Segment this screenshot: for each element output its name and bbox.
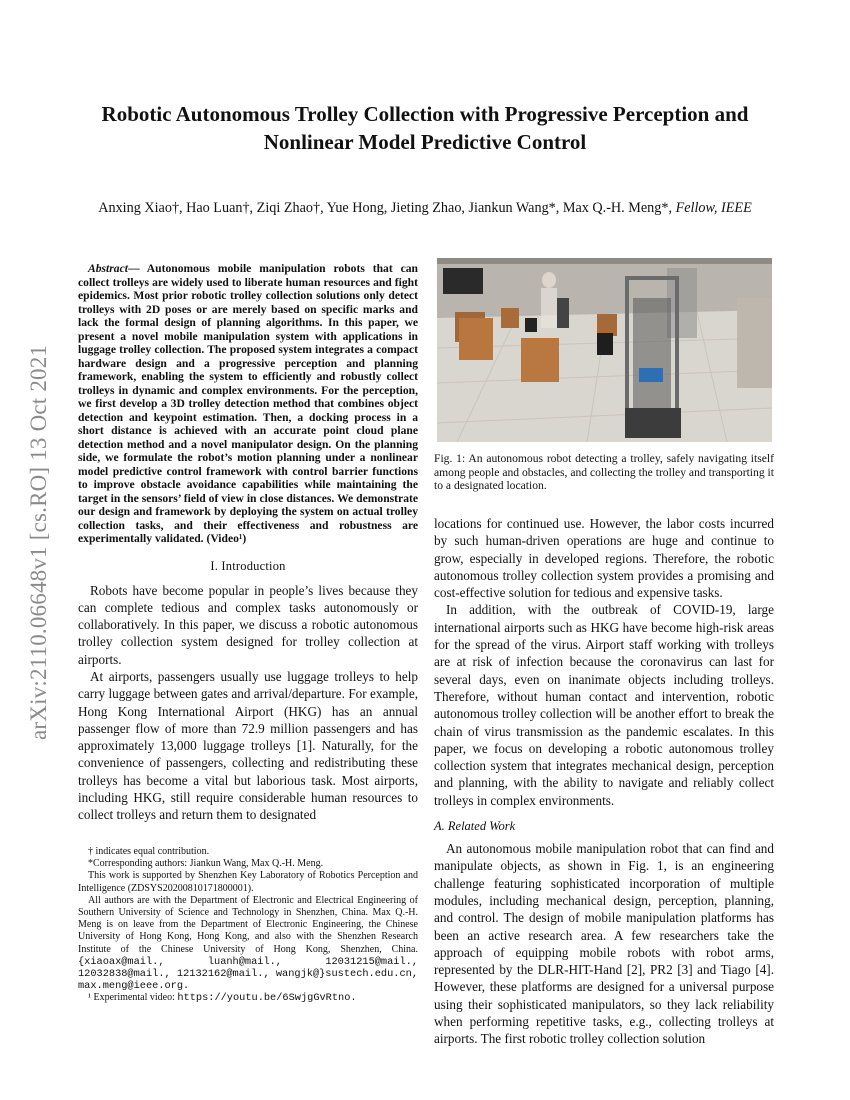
figure-1-photo [437, 258, 772, 442]
title-line-2: Nonlinear Model Predictive Control [263, 130, 587, 154]
arxiv-identifier-stamp [24, 300, 54, 740]
abstract-text: — Autonomous mobile manipulation robots that can collect trolleys are widely used to liberate human resources and fight epidemics. Most prior robotic trolley collection solutions only detect trolleys with 2D poses or are merely based on specific marks and lack the formal design of planning algorithms. In this paper, we present a novel mobile manipulation system with applications in luggage trolley collection. The proposed system integrates a compact hardware design and a progressive perception and planning framework, enabling the system to efficiently and robustly collect trolleys in dynamic and complex environments. For the perception, we first develop a 3D trolley detection method that combines object detection and keypoint estimation. Then, a docking process in a short distance is achieved with an accurate point cloud plane detection method and a novel manipulator design. On the planning side, we formulate the robot’s motion planning under a nonlinear model predictive control framework with control barrier functions to improve obstacle avoidance capabilities while maintaining the target in the sensors’ field of view in close distances. We demonstrate our design and framework by deploying the system on actual trolley collection tasks, and their effectiveness and robustness are experimentally validated. (Video¹) [78, 262, 418, 545]
wall-monitor [443, 268, 483, 294]
abstract-label: Abstract [88, 262, 128, 275]
footnotes [78, 846, 418, 1005]
right-paragraph-2: In addition, with the outbreak of COVID-19, large international airports such as HKG have become high-risk areas for the spread of the virus. Airport staff working with trolleys are at risk of infection because the coronavirus can last for several days, even on inanimate objects including trolleys. Therefore, without human contact and intervention, robotic autonomous trolley collection will be another effort to break the chain of virus transmission as the pandemic escalates. In this paper, we focus on developing a robotic autonomous trolley collection system that integrates mechanical design, perception and planning, with the ability to navigate and reliably collect trolleys in complex environments. [434, 602, 774, 808]
caption-text: Fig. 1: An autonomous robot detecting a trolley, safely navigating itself among people and obstacles, and collecting the trolley and transporting it to a designated location. [434, 452, 774, 493]
robot-screen [639, 368, 663, 382]
robot-body [633, 298, 671, 418]
paper-title [60, 100, 790, 156]
author-list [60, 199, 790, 217]
cardboard-box [597, 314, 617, 336]
footnote-equal-contribution: † indicates equal contribution. [88, 846, 210, 857]
left-column [78, 262, 418, 824]
video-footnote-text: ¹ Experimental video: [88, 992, 178, 1004]
cardboard-box [521, 338, 559, 382]
author-names: Anxing Xiao†, Hao Luan†, Ziqi Zhao†, Yue Hong, Jieting Zhao, Jiankun Wang*, Max Q.-H. Meng*, [98, 200, 676, 216]
right-column [434, 515, 774, 1048]
robot-scene-illustration [437, 258, 772, 442]
luggage-case [597, 333, 613, 355]
person-head [542, 272, 556, 288]
back-wall [437, 258, 772, 318]
cardboard-box [459, 318, 493, 360]
right-paragraph-1: locations for continued use. However, the labor costs incurred by such human-driven operations are huge and continue to grow, especially in developed regions. Therefore, the robotic autonomous trolley collection system provides a promising and cost-effective solution for tedious and expensive tasks. [434, 516, 774, 601]
title-line-1: Robotic Autonomous Trolley Collection with Progressive Perception and [101, 102, 749, 126]
footnote-video [78, 992, 418, 1004]
ceiling-strip [437, 258, 772, 264]
footnote-affiliations [78, 895, 418, 993]
video-link[interactable]: https://youtu.be/6SwjgGvRtno. [177, 992, 357, 1005]
side-wall [737, 298, 772, 388]
abstract [78, 262, 418, 546]
author-fellow-title: Fellow, IEEE [675, 200, 752, 216]
affiliations-text: All authors are with the Department of Electronic and Electrical Engineering of Southern University of Science and Technology in Shenzhen, China. Max Q.-H. Meng is on leave from the Department of Electronic Engineering, the Chinese University of Hong Kong, Hong Kong, and also with the Shenzhen Research Institute of the Chinese University of Hong Kong, Shenzhen, China. [78, 894, 418, 955]
luggage-case [557, 298, 569, 328]
figure-1-caption [434, 452, 774, 493]
author-emails: {xiaoax@mail., luanh@mail., 12031215@mail., 12032838@mail., 12132162@mail., wangjk@}sustech.edu.cn, max.meng@ieee.org. [78, 955, 418, 993]
person-body [541, 288, 557, 328]
luggage-case [525, 318, 537, 332]
subsection-heading-related-work: A. Related Work [434, 819, 516, 834]
section-heading-introduction: I. Introduction [210, 558, 286, 573]
arxiv-identifier-text: arXiv:2110.06648v1 [cs.RO] 13 Oct 2021 [26, 344, 51, 740]
robot-base [625, 408, 681, 438]
footnote-funding: This work is supported by Shenzhen Key Laboratory of Robotics Perception and Intelligence (ZDSYS20200810171800001). [78, 870, 418, 894]
cardboard-box [501, 308, 519, 328]
related-work-paragraph: An autonomous mobile manipulation robot that can find and manipulate objects, as shown in Fig. 1, is an engineering challenge featuring sophisticated incorporation of multiple modules, including mechanical design, perception, planning, and control. The design of mobile manipulation platforms has been an active research area. A few researchers take the approach of equipping mobile robots with robot arms, represented by the DLR-HIT-Hand [2], PR2 [3] and Tiago [4]. However, these platforms are designed for a universal purpose using their sophisticated manipulators, so they lack reliability when performing repetitive tasks, e.g., collecting trolleys at airports. The first robotic trolley collection solution [434, 841, 774, 1047]
intro-paragraph-1: Robots have become popular in people’s lives because they can complete tedious and complex tasks autonomously or collaboratively. In this paper, we discuss a robotic autonomous trolley collection system designed for trolley collection at airports. [78, 582, 418, 667]
intro-paragraph-2: At airports, passengers usually use luggage trolleys to help carry luggage between gates and arrival/departure. For example, Hong Kong International Airport (HKG) has an annual passenger flow of more than 72.9 million passengers and has approximately 13,000 luggage trolleys [1]. Naturally, for the convenience of passengers, collecting and redistributing these trolleys has become a vital but laborious task. Most airports, including HKG, still require considerable human resources to collect trolleys and return them to designated [78, 668, 418, 823]
footnote-corresponding-authors: *Corresponding authors: Jiankun Wang, Max Q.-H. Meng. [88, 858, 324, 870]
